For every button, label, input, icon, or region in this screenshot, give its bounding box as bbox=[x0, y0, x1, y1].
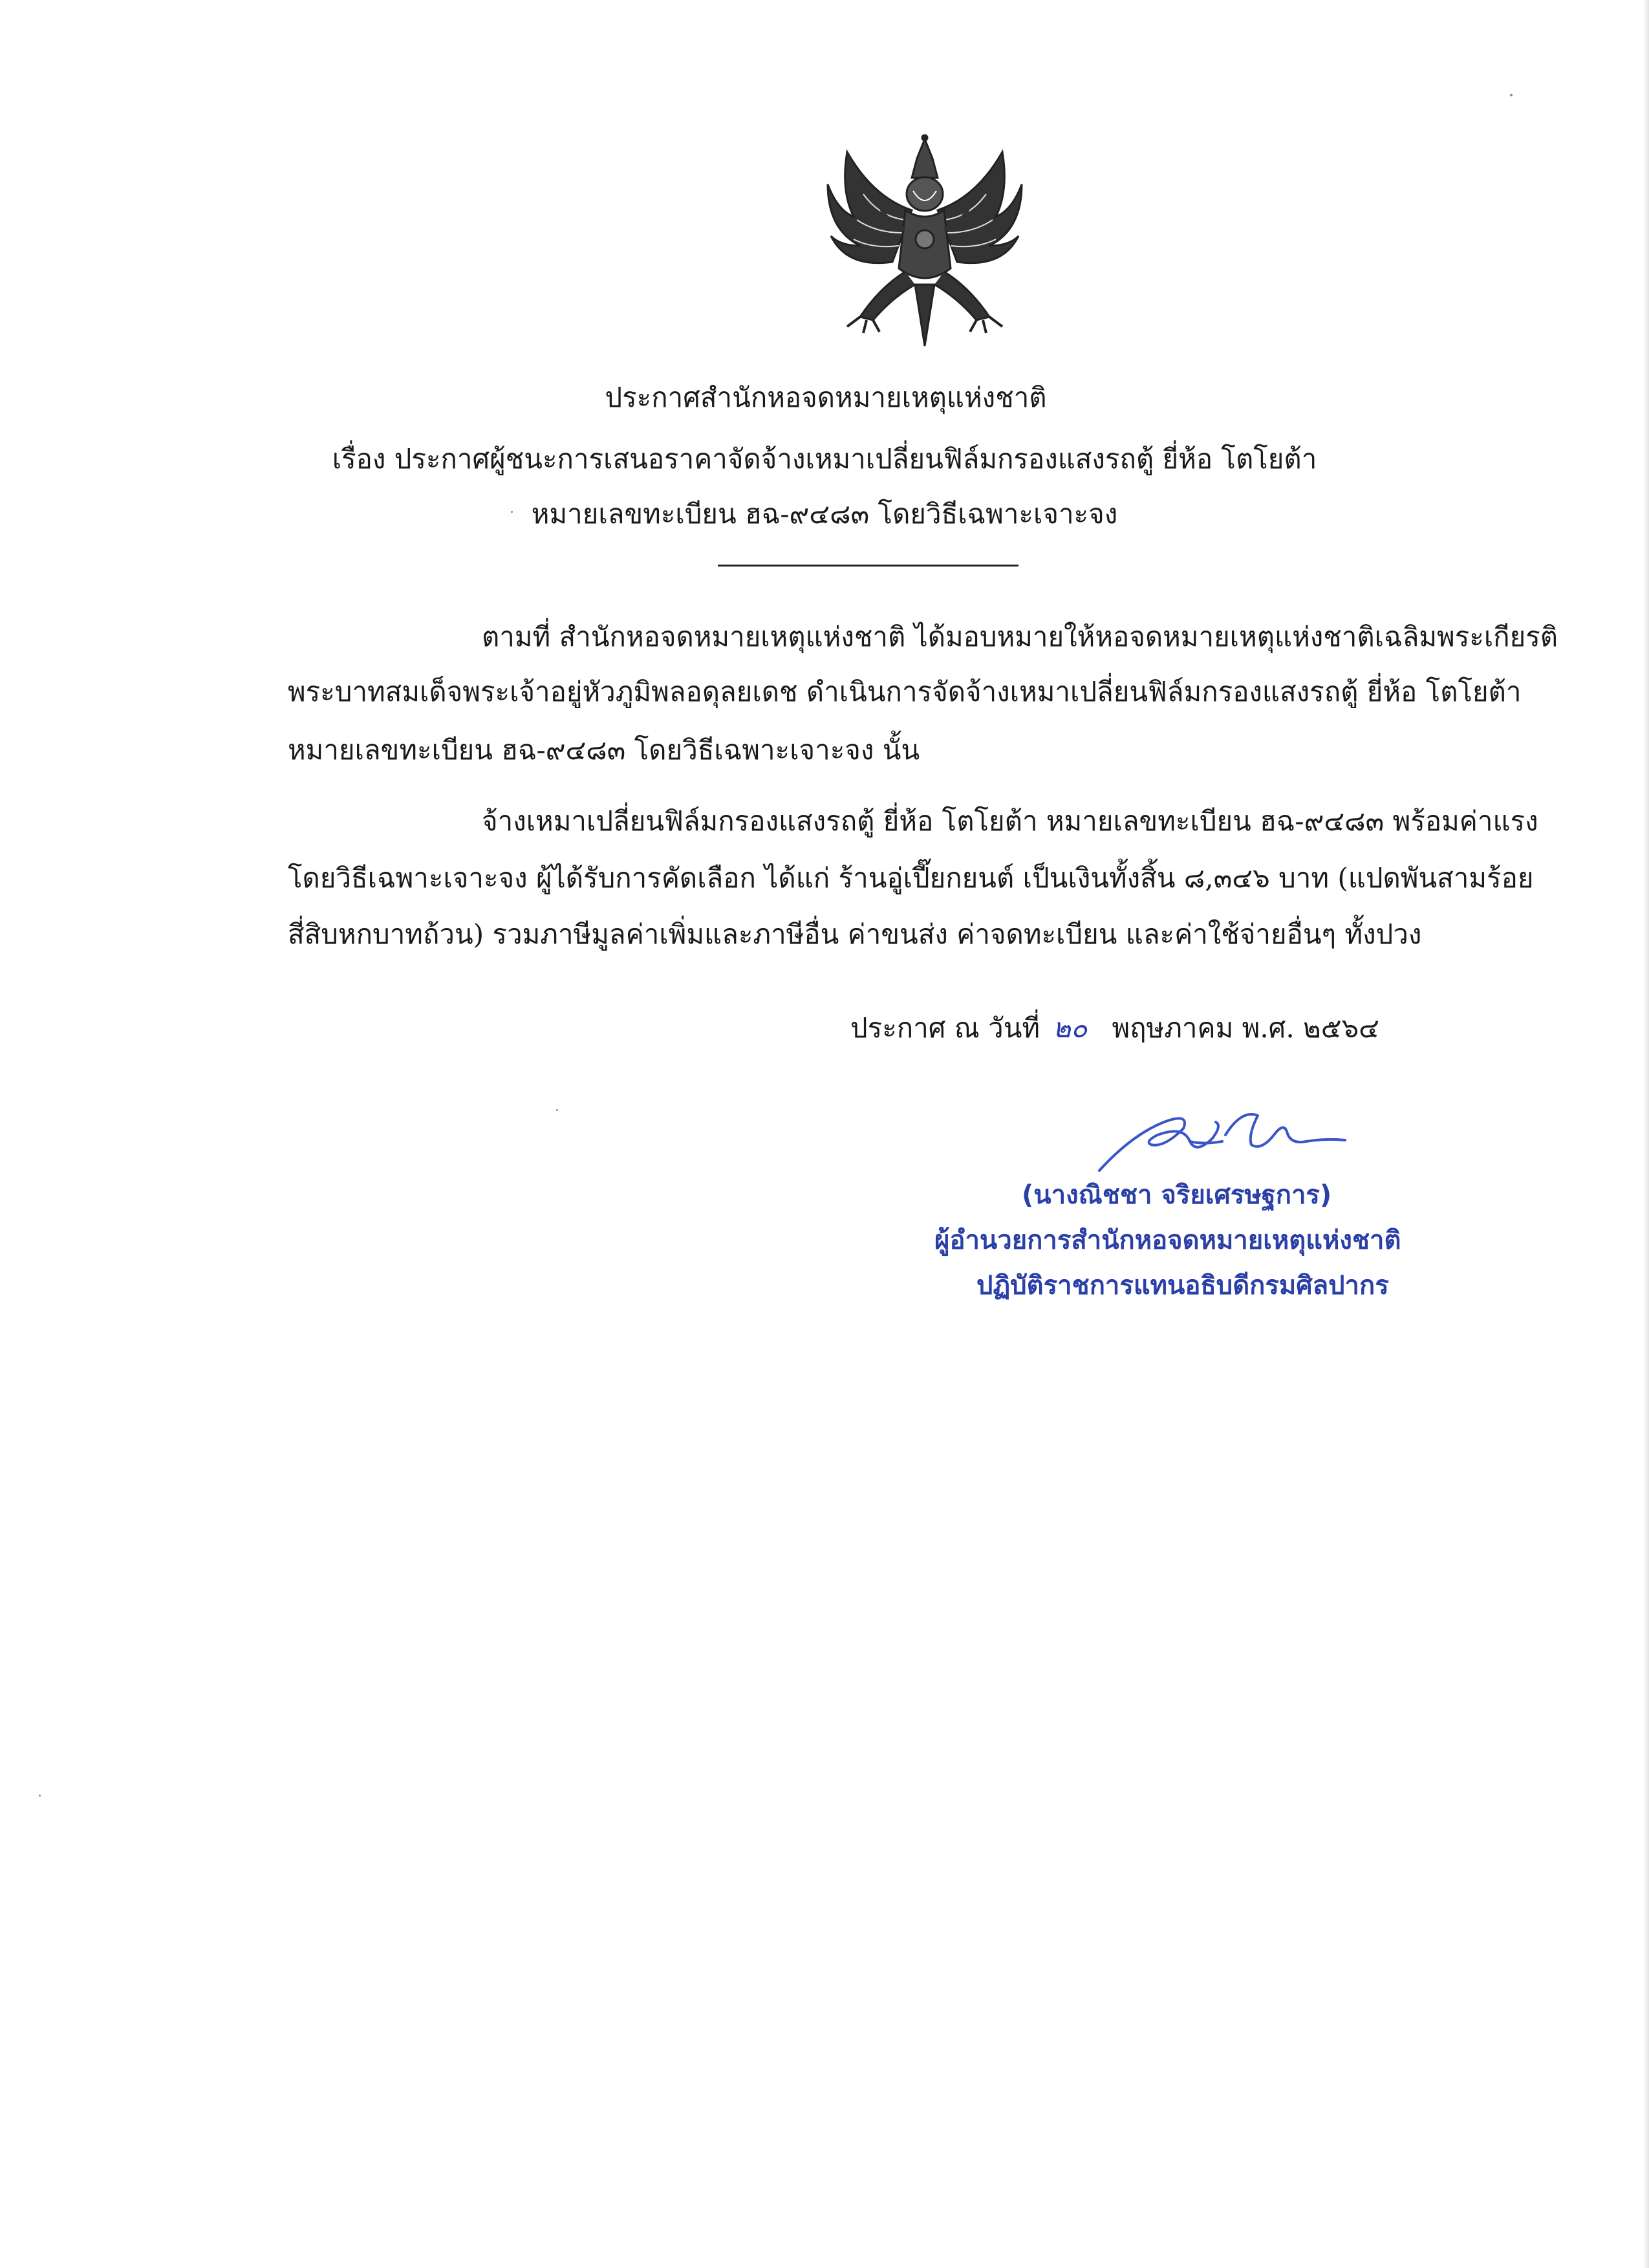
announcement-subject: เรื่อง ประกาศผู้ชนะการเสนอราคาจัดจ้างเหมาเปลี่ยนฟิล์มกรองแสงรถตู้ ยี่ห้อ โตโยต้า bbox=[332, 443, 1317, 475]
announcement-subject-cont: หมายเลขทะเบียน ฮฉ-๙๔๘๓ โดยวิธีเฉพาะเจาะจง bbox=[531, 498, 1118, 530]
announcement-date bbox=[850, 1009, 1379, 1048]
paragraph2-line1: จ้างเหมาเปลี่ยนฟิล์มกรองแสงรถตู้ ยี่ห้อ โตโยต้า หมายเลขทะเบียน ฮฉ-๙๔๘๓ พร้อมค่าแรง bbox=[482, 805, 1538, 837]
garuda-emblem-icon bbox=[802, 133, 1048, 352]
scan-speck bbox=[556, 1109, 558, 1111]
date-month-year: พฤษภาคม พ.ศ. ๒๕๖๔ bbox=[1112, 1012, 1379, 1044]
scan-speck bbox=[511, 511, 513, 513]
signature-icon bbox=[1093, 1096, 1352, 1180]
paragraph2-line3: สี่สิบหกบาทถ้วน) รวมภาษีมูลค่าเพิ่มและภาษีอื่น ค่าขนส่ง ค่าจดทะเบียน และค่าใช้จ่ายอื่นๆ ทั้งปวง bbox=[288, 918, 1422, 950]
scan-speck bbox=[39, 1795, 41, 1797]
scan-speck bbox=[1510, 94, 1513, 96]
paragraph2-line2: โดยวิธีเฉพาะเจาะจง ผู้ได้รับการคัดเลือก ได้แก่ ร้านอู่เปี๊ยกยนต์ เป็นเงินทั้งสิ้น ๘,๓๔๖ บาท (แปดพันสามร้อย bbox=[288, 862, 1534, 894]
announcement-title: ประกาศสำนักหอจดหมายเหตุแห่งชาติ bbox=[605, 382, 1047, 413]
date-day-handwritten: ๒๐ bbox=[1053, 1012, 1088, 1044]
signatory-name: (นางณิชชา จริยเศรษฐการ) bbox=[1022, 1180, 1332, 1210]
paragraph1-line1: ตามที่ สำนักหอจดหมายเหตุแห่งชาติ ได้มอบหมายให้หอจดหมายเหตุแห่งชาติเฉลิมพระเกียรติ bbox=[482, 621, 1558, 653]
signatory-role: ผู้อำนวยการสำนักหอจดหมายเหตุแห่งชาติ bbox=[934, 1226, 1401, 1255]
date-prefix: ประกาศ ณ วันที่ bbox=[850, 1012, 1040, 1044]
title-divider bbox=[718, 565, 1018, 567]
paragraph1-line2: พระบาทสมเด็จพระเจ้าอยู่หัวภูมิพลอดุลยเดช ดำเนินการจัดจ้างเหมาเปลี่ยนฟิล์มกรองแสงรถตู้ ยี่ห้อ โตโยต้า bbox=[288, 676, 1522, 707]
signatory-role-acting: ปฏิบัติราชการแทนอธิบดีกรมศิลปากร bbox=[976, 1271, 1389, 1301]
scan-edge-shadow bbox=[1643, 0, 1649, 2268]
paragraph1-line3: หมายเลขทะเบียน ฮฉ-๙๔๘๓ โดยวิธีเฉพาะเจาะจง นั้น bbox=[288, 734, 920, 766]
